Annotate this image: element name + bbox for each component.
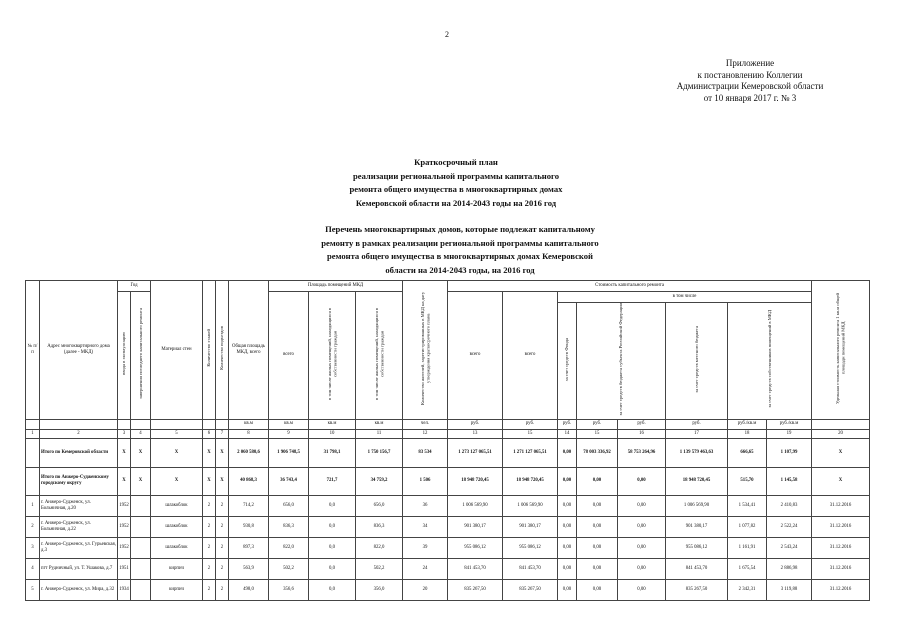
total-cell: X — [812, 467, 870, 495]
row-cell: 901 380,17 — [448, 516, 503, 537]
unit-cell: руб. — [503, 419, 558, 429]
row-cell: 0,00 — [577, 516, 618, 537]
row-cell — [131, 537, 151, 558]
header-cost: Стоимость капитального ремонта — [448, 281, 812, 292]
row-cell: 1 534,41 — [728, 495, 767, 516]
row-cell: 356,6 — [269, 579, 309, 600]
header-cost-all-2: всего — [503, 292, 558, 420]
col-number: 5 — [151, 429, 203, 438]
total-cell: 58 753 264,96 — [618, 438, 666, 467]
row-cell: 31.12.2016 — [812, 579, 870, 600]
header-area-all: всего — [269, 292, 309, 420]
header-fund: за счет средств Фонда — [564, 337, 570, 381]
row-cell: 1952 — [118, 537, 131, 558]
total-cell: X — [216, 467, 229, 495]
col-number: 16 — [618, 429, 666, 438]
unit-cell: руб. — [448, 419, 503, 429]
total-cell: X — [131, 467, 151, 495]
row-number: 2 — [26, 516, 40, 537]
header-regional: за счет средств бюджета субъекта Российской Федерации — [618, 303, 624, 416]
title-line: реализации региональной программы капитального — [352, 170, 560, 181]
row-cell: 356,0 — [356, 579, 403, 600]
row-cell: 1951 — [118, 558, 131, 579]
header-residents: Количество жителей, зарегистрированных в МКД на дату утверждения краткосрочного плана — [419, 291, 430, 405]
total-cell: 31 798,1 — [309, 438, 356, 467]
row-cell: 835 267,50 — [503, 579, 558, 600]
row-cell — [131, 558, 151, 579]
row-address: г. Анжеро-Судженск, ул. Гурьевская, д.3 — [40, 537, 118, 558]
col-number: 3 — [118, 429, 131, 438]
row-cell: 1 006 569,90 — [503, 495, 558, 516]
col-number: 15 — [503, 429, 558, 438]
row-cell: 714,2 — [229, 495, 269, 516]
total-cell: 1 271 127 065,51 — [503, 438, 558, 467]
total-cell: 18 948 720,45 — [666, 467, 728, 495]
row-cell: 0,00 — [618, 495, 666, 516]
col-number: 20 — [812, 429, 870, 438]
row-address: г. Анжеро-Судженск, ул. Больничная, д.20 — [40, 495, 118, 516]
row-number: 5 — [26, 579, 40, 600]
row-cell: 835 267,50 — [666, 579, 728, 600]
row-number: 4 — [26, 558, 40, 579]
col-number: 2 — [40, 429, 118, 438]
header-n: № п/п — [26, 281, 40, 420]
total-cell: X — [812, 438, 870, 467]
row-cell — [131, 495, 151, 516]
total-cell: 515,70 — [728, 467, 767, 495]
row-cell: 841 453,70 — [448, 558, 503, 579]
total-cell: X — [151, 467, 203, 495]
subtitle-line: ремонту в рамках реализации региональной программы капитального — [321, 237, 599, 248]
total-cell: 0,00 — [618, 467, 666, 495]
header-incl: в том числе — [558, 292, 812, 303]
document-subtitle — [270, 223, 650, 277]
total-cell: X — [131, 438, 151, 467]
header-premises-area: Площадь помещений МКД — [269, 281, 403, 292]
total-cell: 666,65 — [728, 438, 767, 467]
row-cell: 0,00 — [618, 537, 666, 558]
row-cell: 0,0 — [309, 558, 356, 579]
header-address: Адрес многоквартирного дома (далее - МКД) — [40, 281, 118, 420]
row-cell: 39 — [403, 537, 448, 558]
total-cell: 83 534 — [403, 438, 448, 467]
row-cell: 0,00 — [558, 537, 577, 558]
appendix-block — [660, 58, 840, 104]
total-cell: 40 868,3 — [229, 467, 269, 495]
row-cell: 1952 — [118, 516, 131, 537]
row-cell: 0,0 — [309, 516, 356, 537]
row-cell — [131, 579, 151, 600]
unit-cell: руб. — [558, 419, 577, 429]
total-cell: X — [118, 438, 131, 467]
row-cell: 2 — [216, 516, 229, 537]
row-cell: 955 086,12 — [503, 537, 558, 558]
header-local: за счет средств местного бюджета — [693, 325, 699, 393]
header-total-area: Общая площадь МКД, всего — [229, 281, 269, 420]
row-cell: 2 — [203, 516, 216, 537]
col-number: 11 — [356, 429, 403, 438]
row-cell: 841 453,70 — [666, 558, 728, 579]
col-number: 6 — [203, 429, 216, 438]
unit-cell: руб. — [577, 419, 618, 429]
total-cell: X — [203, 438, 216, 467]
col-number: 18 — [728, 429, 767, 438]
row-cell: 930,8 — [229, 516, 269, 537]
row-cell: 1 006 569,90 — [666, 495, 728, 516]
row-cell: 0,00 — [577, 537, 618, 558]
total-cell: 0,00 — [577, 467, 618, 495]
row-cell: 0,0 — [309, 495, 356, 516]
row-cell: 31.12.2016 — [812, 495, 870, 516]
total-row — [26, 438, 870, 467]
row-cell: 1 077,82 — [728, 516, 767, 537]
row-number — [26, 438, 40, 467]
row-cell: 0,00 — [558, 558, 577, 579]
col-number: 1 — [26, 429, 40, 438]
row-cell: 901 380,17 — [666, 516, 728, 537]
table-row — [26, 495, 870, 516]
row-cell: 822,0 — [269, 537, 309, 558]
table-row — [26, 516, 870, 537]
total-cell: 721,7 — [309, 467, 356, 495]
column-numbers-row — [26, 429, 870, 438]
units-row — [26, 419, 870, 429]
table-body — [26, 438, 870, 600]
row-cell: 836,3 — [356, 516, 403, 537]
row-cell: 0,00 — [577, 495, 618, 516]
title-line: Кемеровской области на 2014-2043 годы на 2016 год — [355, 197, 557, 208]
col-number: 13 — [448, 429, 503, 438]
header-year-commission: ввода в эксплуатацию — [121, 332, 127, 376]
row-cell: 955 086,12 — [666, 537, 728, 558]
row-cell: 2 522,24 — [767, 516, 812, 537]
col-number: 17 — [666, 429, 728, 438]
row-cell: 2 — [216, 558, 229, 579]
row-cell: 656,0 — [356, 495, 403, 516]
total-label: Итого по Кемеровской области — [40, 438, 118, 467]
row-cell: 955 086,12 — [448, 537, 503, 558]
total-cell: 78 003 336,92 — [577, 438, 618, 467]
col-number: 14 — [558, 429, 577, 438]
total-cell: 2 060 580,6 — [229, 438, 269, 467]
row-cell: 836,3 — [269, 516, 309, 537]
header-cost-all: всего — [448, 292, 503, 420]
appendix-line: от 10 января 2017 г. № 3 — [703, 92, 797, 103]
row-cell: 2 886,98 — [767, 558, 812, 579]
total-cell: X — [203, 467, 216, 495]
page-number: 2 — [445, 30, 449, 39]
row-cell: кирпич — [151, 579, 203, 600]
row-address: г. Анжеро-Судженск, ул. Больничная, д.22 — [40, 516, 118, 537]
row-cell: 31.12.2016 — [812, 516, 870, 537]
col-number: 8 — [229, 429, 269, 438]
row-cell: 34 — [403, 516, 448, 537]
row-cell: 2 — [203, 558, 216, 579]
unit-cell: кв.м — [356, 419, 403, 429]
total-cell: 0,00 — [558, 467, 577, 495]
row-cell: 1 161,91 — [728, 537, 767, 558]
row-cell: 1952 — [118, 495, 131, 516]
total-cell: 18 948 720,45 — [503, 467, 558, 495]
row-cell: 0,00 — [577, 558, 618, 579]
total-cell: 1 145,58 — [767, 467, 812, 495]
total-cell: 18 948 720,45 — [448, 467, 503, 495]
row-cell: 1 675,54 — [728, 558, 767, 579]
appendix-line: Приложение — [725, 58, 775, 68]
header-unit-cost: Удельная стоимость капитального ремонта 1 кв.м общей площади помещений МКД — [835, 292, 846, 404]
row-cell: шлакоблок — [151, 516, 203, 537]
row-cell: 2 — [203, 537, 216, 558]
total-cell: X — [151, 438, 203, 467]
col-number: 12 — [403, 429, 448, 438]
col-number: 19 — [767, 429, 812, 438]
row-cell: 901 380,17 — [503, 516, 558, 537]
unit-cell: кв.м — [309, 419, 356, 429]
row-cell: 502,2 — [269, 558, 309, 579]
row-cell: 0,00 — [618, 558, 666, 579]
row-cell: 0,00 — [618, 516, 666, 537]
row-cell: 656,0 — [269, 495, 309, 516]
row-address: г. Анжеро-Судженск, ул. Мира, д.32 — [40, 579, 118, 600]
header-area-residential: в том числе жилых помещений, находящихся в собственности граждан — [326, 307, 337, 400]
row-cell: 2 543,24 — [767, 537, 812, 558]
table-row — [26, 558, 870, 579]
row-cell: 3 119,88 — [767, 579, 812, 600]
row-cell: шлакоблок — [151, 495, 203, 516]
header-year: Год — [118, 281, 151, 292]
row-cell: 0,00 — [558, 495, 577, 516]
row-cell: 2 — [216, 579, 229, 600]
row-cell: шлакоблок — [151, 537, 203, 558]
row-cell: 0,00 — [618, 579, 666, 600]
total-cell: X — [216, 438, 229, 467]
row-cell: кирпич — [151, 558, 203, 579]
unit-cell: чел. — [403, 419, 448, 429]
row-cell: 0,00 — [577, 579, 618, 600]
total-cell: 0,00 — [558, 438, 577, 467]
table-row — [26, 537, 870, 558]
row-cell: 2 410,83 — [767, 495, 812, 516]
unit-cell: кв.м — [269, 419, 309, 429]
row-cell: 2 — [203, 495, 216, 516]
row-number: 1 — [26, 495, 40, 516]
appendix-line: Администрации Кемеровской области — [676, 81, 824, 91]
header-year-last-repair: завершения последнего капитального ремонта — [137, 308, 143, 400]
row-cell: 0,0 — [309, 579, 356, 600]
document-title — [270, 156, 642, 210]
row-cell: 0,0 — [309, 537, 356, 558]
total-cell: 1 506 — [403, 467, 448, 495]
row-cell: 502,2 — [356, 558, 403, 579]
row-number: 3 — [26, 537, 40, 558]
total-cell: X — [118, 467, 131, 495]
unit-cell: руб. — [618, 419, 666, 429]
total-cell: 1 906 748,5 — [269, 438, 309, 467]
total-cell: 1 750 156,7 — [356, 438, 403, 467]
row-cell: 24 — [403, 558, 448, 579]
subtitle-line: области на 2014-2043 годы, на 2016 год — [385, 264, 535, 275]
total-cell: 34 759,2 — [356, 467, 403, 495]
row-cell: 1934 — [118, 579, 131, 600]
row-cell: 563,9 — [229, 558, 269, 579]
unit-cell: кв.м — [229, 419, 269, 429]
table-row — [26, 579, 870, 600]
row-cell: 2 — [216, 537, 229, 558]
header-wall: Материал стен — [151, 281, 203, 420]
row-cell: 1 006 569,90 — [448, 495, 503, 516]
row-cell: 835 267,50 — [448, 579, 503, 600]
row-cell: 841 453,70 — [503, 558, 558, 579]
total-cell: 36 743,4 — [269, 467, 309, 495]
col-number: 9 — [269, 429, 309, 438]
total-cell: 1 107,99 — [767, 438, 812, 467]
row-cell: 498,0 — [229, 579, 269, 600]
row-cell: 31.12.2016 — [812, 537, 870, 558]
total-cell: 1 139 579 463,63 — [666, 438, 728, 467]
header-owners: за счет средств собственников помещений в МКД — [766, 310, 772, 409]
col-number: 7 — [216, 429, 229, 438]
row-cell: 20 — [403, 579, 448, 600]
title-line: ремонта общего имущества в многоквартирных домах — [349, 184, 563, 195]
unit-cell: руб. — [666, 419, 728, 429]
row-cell: 822,0 — [356, 537, 403, 558]
header-floors: Количество этажей — [206, 329, 212, 368]
row-cell — [131, 516, 151, 537]
title-line: Краткосрочный план — [414, 157, 498, 167]
unit-cell: руб./кв.м — [728, 419, 767, 429]
header-entrances: Количество подъездов — [219, 326, 225, 371]
col-number: 15 — [577, 429, 618, 438]
row-cell: 2 — [216, 495, 229, 516]
total-label: Итого по Анжеро-Судженскому городскому округу — [40, 467, 118, 495]
col-number: 4 — [131, 429, 151, 438]
row-cell: 0,00 — [558, 579, 577, 600]
subtitle-line: ремонта общего имущества в многоквартирных домах Кемеровской — [327, 251, 593, 262]
row-cell: 31.12.2016 — [812, 558, 870, 579]
col-number: 10 — [309, 429, 356, 438]
total-cell: 1 273 127 065,51 — [448, 438, 503, 467]
houses-table — [25, 280, 870, 601]
row-number — [26, 467, 40, 495]
row-cell: 2 — [203, 579, 216, 600]
appendix-line: к постановлению Коллегии — [697, 69, 803, 80]
row-address: пгт Рудничный, ул. Т. Ушакова, д.7 — [40, 558, 118, 579]
row-cell: 0,00 — [558, 516, 577, 537]
total-row — [26, 467, 870, 495]
row-cell: 2 342,31 — [728, 579, 767, 600]
header-area-nonresidential: в том числе жилых помещений, находящихся в собственности граждан — [373, 307, 384, 400]
unit-cell: руб./кв.м — [767, 419, 812, 429]
row-cell: 36 — [403, 495, 448, 516]
row-cell: 897,3 — [229, 537, 269, 558]
subtitle-line: Перечень многоквартирных домов, которые подлежат капитальному — [325, 224, 595, 234]
